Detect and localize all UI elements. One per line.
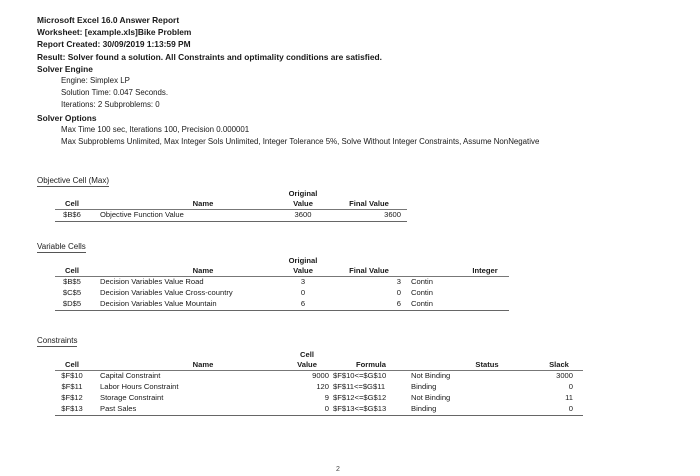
solution-time-line: Solution Time: 0.047 Seconds. [61,88,169,98]
cell-value: 9 [324,393,329,402]
solver-engine-title: Solver Engine [37,63,93,74]
cell-ref: $B$6 [63,210,81,219]
table-row [55,371,583,382]
original-value: 0 [300,288,306,297]
constraints-table [55,348,583,416]
status: Not Binding [411,371,451,380]
result-line: Result: Solver found a solution. All Constraints and optimality conditions are satisfied. [37,51,382,62]
cell-name: Past Sales [100,404,137,413]
report-header [37,14,539,148]
integer-type: Contin [411,288,433,297]
col-value-header-1: Cell [300,350,314,359]
col-cell-header: Cell [65,360,79,369]
cell-value: 120 [316,382,329,391]
variables-title: Variable Cells [37,242,86,251]
original-value: 3600 [294,210,312,219]
cell-ref: $B$5 [63,277,81,286]
slack: 0 [568,382,573,391]
table-row [55,299,509,311]
cell-name: Objective Function Value [100,210,184,219]
cell-ref: $F$12 [61,393,83,402]
table-row [55,210,407,222]
status: Binding [411,382,437,391]
final-value: 6 [396,299,401,308]
variables-header-row [55,254,509,277]
formula: $F$10<=$G$10 [333,371,387,380]
integer-type: Contin [411,299,433,308]
cell-name: Storage Constraint [100,393,164,402]
cell-name: Labor Hours Constraint [100,382,179,391]
col-original-header-1: Original [288,256,318,265]
formula: $F$13<=$G$13 [333,404,387,413]
final-value: 3600 [384,210,401,219]
options-line-1: Max Time 100 sec, Iterations 100, Precision 0.000001 [61,124,250,134]
cell-name: Capital Constraint [100,371,161,380]
constraints-header-row [55,348,583,371]
constraints-title: Constraints [37,336,78,345]
col-name-header: Name [192,266,214,275]
cell-value: 9000 [312,371,329,380]
col-final-header: Final Value [349,199,389,208]
cell-ref: $C$5 [62,288,82,297]
col-formula-header: Formula [356,360,386,369]
col-original-header-2: Value [293,199,313,208]
col-slack-header: Slack [549,360,569,369]
col-status-header: Status [475,360,499,369]
table-row [55,277,509,288]
slack: 3000 [556,371,573,380]
formula: $F$12<=$G$12 [333,393,387,402]
formula: $F$11<=$G$11 [333,382,386,391]
objective-table [55,187,407,222]
col-name-header: Name [192,360,214,369]
options-line-2: Max Subproblems Unlimited, Max Integer Sols Unlimited, Integer Tolerance 5%, Solve Without Integer Constraints, Assume NonNegative [61,137,540,147]
table-row [55,393,583,404]
col-cell-header: Cell [65,199,79,208]
cell-ref: $F$10 [61,371,83,380]
cell-value: 0 [324,404,329,413]
engine-line: Engine: Simplex LP [61,76,130,86]
col-name-header: Name [192,199,214,208]
final-value: 3 [396,277,401,286]
final-value: 0 [396,288,401,297]
cell-ref: $F$11 [61,382,83,391]
report-title: Microsoft Excel 16.0 Answer Report [37,15,180,25]
cell-ref: $F$13 [61,404,83,413]
solver-options-title: Solver Options [37,112,97,123]
table-row [55,382,583,393]
original-value: 3 [300,277,306,286]
report-created: Report Created: 30/09/2019 1:13:59 PM [37,39,191,50]
cell-name: Decision Variables Value Cross-country [100,288,233,297]
status: Binding [411,404,437,413]
cell-name: Decision Variables Value Mountain [100,299,217,308]
objective-header-row [55,187,407,210]
col-integer-header: Integer [472,266,498,275]
cell-name: Decision Variables Value Road [100,277,204,286]
page-mark: 2 [336,466,340,473]
col-value-header-2: Value [297,360,317,369]
col-original-header-2: Value [293,266,313,275]
variables-table [55,254,509,311]
worksheet-label: Worksheet: [example.xls]Bike Problem [37,27,192,38]
cell-ref: $D$5 [62,299,82,308]
col-final-header: Final Value [349,266,389,275]
iterations-line: Iterations: 2 Subproblems: 0 [61,100,160,110]
status: Not Binding [411,393,451,402]
integer-type: Contin [411,277,433,286]
original-value: 6 [300,299,306,308]
objective-title: Objective Cell (Max) [37,176,110,185]
col-cell-header: Cell [65,266,79,275]
slack: 11 [565,393,573,402]
slack: 0 [568,404,573,413]
table-row [55,404,583,416]
table-row [55,288,509,299]
col-original-header-1: Original [288,189,318,198]
